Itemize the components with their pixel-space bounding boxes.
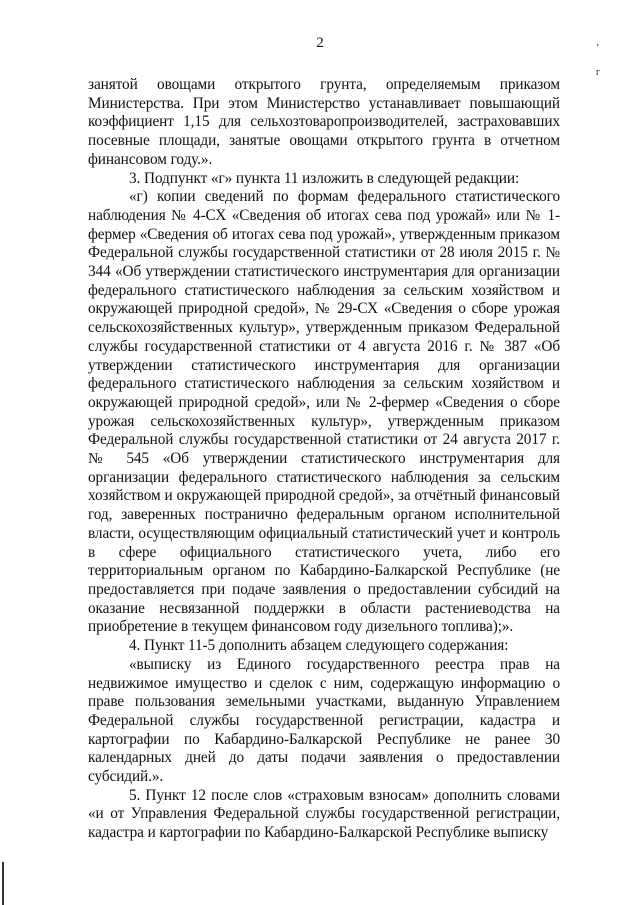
scan-edge-line: [2, 862, 4, 905]
paragraph-subitem-g: «г) копии сведений по формам федерального статистического наблюдения № 4-СХ «Сведения об итогах сева под урожай» или № 1-фермер «Сведения об итогах сева под урожай», утвержденным приказом Федеральной службы государственной статистики от 28 июля 2015 г. № 344 «Об утверждении статистического инструментария для организации федерального статистического наблюдения за сельским хозяйством и окружающей природной средой», № 29-СХ «Сведения о сборе урожая сельскохозяйственных культур», утвержденным приказом Федеральной службы государственной статистики от 4 августа 2016 г. № 387 «Об утверждении статистического инструментария для организации федерального статистического наблюдения за сельским хозяйством и окружающей природной средой», или № 2-фермер «Сведения о сборе урожая сельскохозяйственных культур», утвержденным приказом Федеральной службы государственной статистики от 24 августа 2017 г. № 545 «Об утверждении статистического инструментария для организации федерального статистического наблюдения за сельским хозяйством и окружающей природной средой», за отчётный финансовый год, заверенных постранично федеральным органом исполнительной власти, осуществляющим официальный статистический учет и контроль в сфере официального статистического учета, либо его территориальным органом по Кабардино-Балкарской Республике (не предоставляется при подаче заявления о предоставлении субсидий на оказание несвязанной поддержки в области растениеводства на приобретение в текущем финансовом году дизельного топлива);».: [88, 188, 560, 636]
page-number: 2: [316, 35, 324, 51]
paragraph-item-4: 4. Пункт 11-5 дополнить абзацем следующего содержания:: [129, 637, 509, 655]
paragraph-continuation: занятой овощами открытого грунта, определяемым приказом Министерства. При этом Министерство устанавливает повышающий коэффициент 1,15 для сельхозтоваропроизводителей, застраховавших посевные площади, занятые овощами открытого грунта в отчетном финансовом году.».: [88, 76, 560, 168]
paragraph-item-5: 5. Пункт 12 после слов «страховым взносам» дополнить словами «и от Управления Федеральной службы государственной регистрации, кадастра и картографии по Кабардино-Балкарской Республике выписку: [88, 786, 560, 842]
document-body: [88, 76, 560, 843]
scan-mark: ’: [596, 43, 600, 54]
scan-mark: г: [596, 67, 601, 78]
paragraph-extract-clause: «выписку из Единого государственного реестра прав на недвижимое имущество и сделок с ним, содержащую информацию о праве пользования земельными участками, выданную Управлением Федеральной службы государственной регистрации, кадастра и картографии по Кабардино-Балкарской Республике не ранее 30 календарных дней до даты подачи заявления о предоставлении субсидий.».: [88, 655, 560, 786]
paragraph-item-3: 3. Подпункт «г» пункта 11 изложить в следующей редакции:: [129, 169, 520, 187]
